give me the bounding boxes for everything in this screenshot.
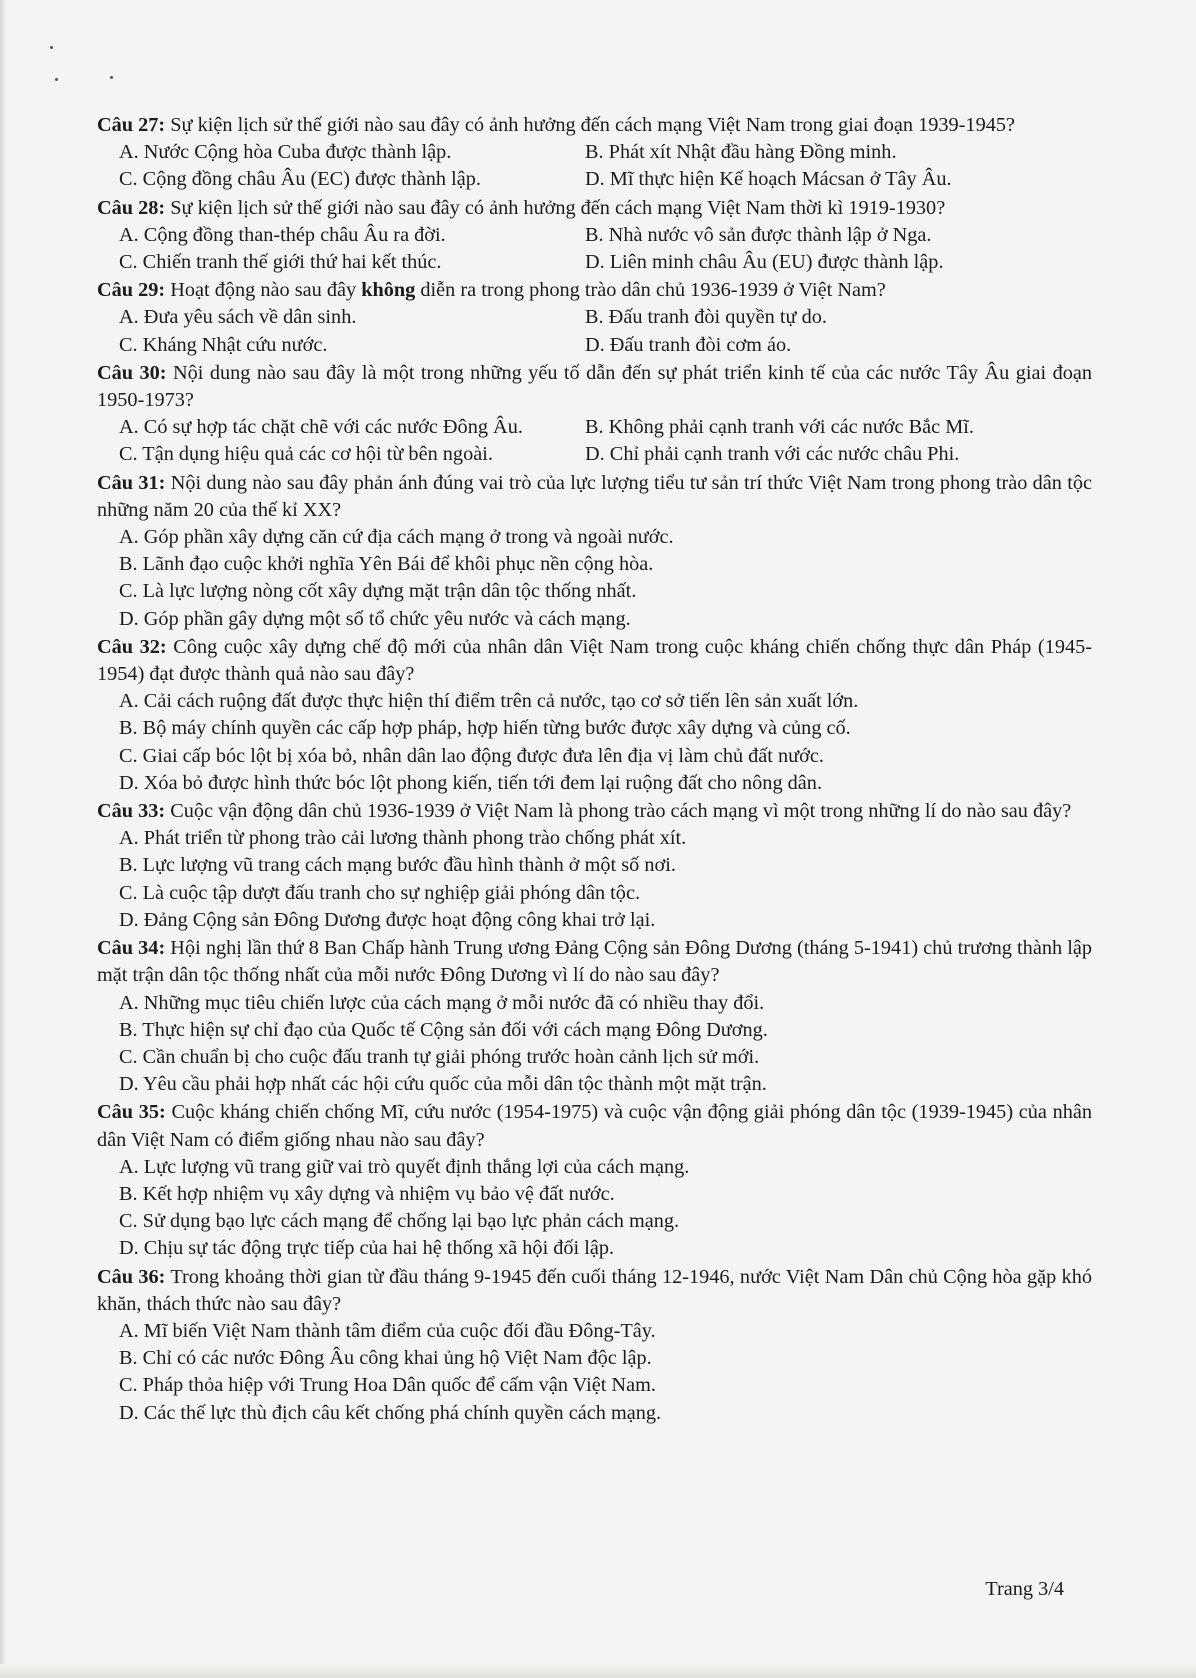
option-d: D. Chỉ phải cạnh tranh với các nước châu Phi. xyxy=(585,443,960,466)
option-a: A. Phát triển từ phong trào cải lương thành phong trào chống phát xít. xyxy=(119,827,687,850)
option-b: B. Không phải cạnh tranh với các nước Bắc Mĩ. xyxy=(585,416,974,439)
option-a: A. Mĩ biến Việt Nam thành tâm điểm của cuộc đối đầu Đông-Tây. xyxy=(119,1319,656,1342)
option-a: A. Đưa yêu sách về dân sinh. xyxy=(119,306,357,329)
option-a: A. Lực lượng vũ trang giữ vai trò quyết định thắng lợi của cách mạng. xyxy=(119,1155,690,1178)
question-label: Câu 35: xyxy=(97,1101,166,1124)
option-c: C. Tận dụng hiệu quả các cơ hội từ bên ngoài. xyxy=(119,443,493,466)
scan-speck xyxy=(55,78,58,81)
page-number: Trang 3/4 xyxy=(985,1578,1064,1600)
question-stem xyxy=(97,1099,1092,1153)
option-row xyxy=(97,414,1092,441)
question-text: Hội nghị lần thứ 8 Ban Chấp hành Trung ương Đảng Cộng sản Đông Dương (tháng 5-1941) chủ trương thành lập mặt trận dân tộc thống nhất của mỗi nước Đông Dương vì lí do nào sau đây? xyxy=(97,937,1092,987)
question-text: Cuộc vận động dân chủ 1936-1939 ở Việt Nam là phong trào cách mạng vì một trong những lí do nào sau đây? xyxy=(165,800,1072,823)
option-row xyxy=(97,222,1092,249)
question-text: Sự kiện lịch sử thế giới nào sau đây có ảnh hưởng đến cách mạng Việt Nam thời kì 1919-1930? xyxy=(165,196,946,219)
question-stem xyxy=(97,634,1092,688)
question-30 xyxy=(97,360,1092,469)
question-label: Câu 29: xyxy=(97,279,166,302)
option-c: C. Là lực lượng nòng cốt xây dựng mặt trận dân tộc thống nhất. xyxy=(119,580,637,603)
option-d: D. Góp phần gây dựng một số tổ chức yêu nước và cách mạng. xyxy=(119,607,631,630)
option-row xyxy=(97,441,1092,468)
option-a: A. Nước Cộng hòa Cuba được thành lập. xyxy=(119,141,452,164)
option-d: D. Các thế lực thù địch câu kết chống phá chính quyền cách mạng. xyxy=(119,1401,662,1424)
scan-speck xyxy=(50,46,53,49)
option-d: D. Liên minh châu Âu (EU) được thành lập. xyxy=(585,251,944,274)
question-label: Câu 32: xyxy=(97,635,167,658)
option-c: C. Pháp thỏa hiệp với Trung Hoa Dân quốc để cấm vận Việt Nam. xyxy=(119,1374,656,1397)
question-label: Câu 30: xyxy=(97,361,167,384)
question-label: Câu 28: xyxy=(97,196,166,219)
question-29 xyxy=(97,277,1092,359)
option-b: B. Đấu tranh đòi quyền tự do. xyxy=(585,306,827,329)
option-row xyxy=(97,166,1092,193)
option-a: A. Cải cách ruộng đất được thực hiện thí điểm trên cả nước, tạo cơ sở tiến lên sản xuất lớn. xyxy=(119,690,859,713)
question-stem xyxy=(97,360,1092,414)
option-row xyxy=(97,304,1092,331)
option-c: C. Là cuộc tập dượt đấu tranh cho sự nghiệp giải phóng dân tộc. xyxy=(119,881,641,904)
option-c: C. Sử dụng bạo lực cách mạng để chống lại bạo lực phản cách mạng. xyxy=(119,1210,680,1233)
option-a: A. Góp phần xây dựng căn cứ địa cách mạng ở trong và ngoài nước. xyxy=(119,526,674,549)
question-text: Nội dung nào sau đây phản ánh đúng vai trò của lực lượng tiểu tư sản trí thức Việt Nam trong phong trào dân tộc những năm 20 của thế kỉ XX? xyxy=(97,471,1092,521)
question-31 xyxy=(97,470,1092,633)
option-c: C. Chiến tranh thế giới thứ hai kết thúc. xyxy=(119,251,442,274)
scan-edge-left xyxy=(0,0,6,1678)
option-d: D. Xóa bỏ được hình thức bóc lột phong kiến, tiến tới đem lại ruộng đất cho nông dân. xyxy=(119,771,823,794)
option-c: C. Cần chuẩn bị cho cuộc đấu tranh tự giải phóng trước hoàn cảnh lịch sử mới. xyxy=(119,1045,760,1068)
question-34 xyxy=(97,935,1092,1098)
scan-edge-bottom xyxy=(0,1664,1196,1678)
option-c: C. Cộng đồng châu Âu (EC) được thành lập. xyxy=(119,168,481,191)
question-text-emphasis: không xyxy=(361,279,416,302)
option-row xyxy=(97,332,1092,359)
option-d: D. Yêu cầu phải hợp nhất các hội cứu quốc của mỗi dân tộc thành một mặt trận. xyxy=(119,1073,767,1096)
question-text: Sự kiện lịch sử thế giới nào sau đây có ảnh hưởng đến cách mạng Việt Nam trong giai đoạn 1939-1945? xyxy=(165,114,1015,136)
question-label: Câu 31: xyxy=(97,471,166,494)
question-text: Công cuộc xây dựng chế độ mới của nhân dân Việt Nam trong cuộc kháng chiến chống thực dân Pháp (1945-1954) đạt được thành quả nào sau đây? xyxy=(97,635,1092,686)
question-label: Câu 34: xyxy=(97,937,166,960)
option-c: C. Giai cấp bóc lột bị xóa bỏ, nhân dân lao động được đưa lên địa vị làm chủ đất nước. xyxy=(119,744,824,767)
option-d: D. Đảng Cộng sản Đông Dương được hoạt động công khai trở lại. xyxy=(119,908,656,931)
option-b: B. Chỉ có các nước Đông Âu công khai ủng hộ Việt Nam độc lập. xyxy=(119,1347,652,1370)
question-text: Hoạt động nào sau đây xyxy=(165,279,362,302)
question-label: Câu 33: xyxy=(97,800,166,823)
option-b: B. Thực hiện sự chỉ đạo của Quốc tế Cộng sản đối với cách mạng Đông Dương. xyxy=(119,1018,768,1041)
option-b: B. Kết hợp nhiệm vụ xây dựng và nhiệm vụ bảo vệ đất nước. xyxy=(119,1182,615,1205)
question-stem xyxy=(97,470,1092,524)
option-a: A. Có sự hợp tác chặt chẽ với các nước Đông Âu. xyxy=(119,416,523,439)
question-stem xyxy=(97,1264,1092,1318)
option-b: B. Bộ máy chính quyền các cấp hợp pháp, hợp hiến từng bước được xây dựng và củng cố. xyxy=(119,717,851,740)
question-label: Câu 36: xyxy=(97,1265,166,1288)
question-36 xyxy=(97,1264,1092,1427)
question-label: Câu 27: xyxy=(97,114,166,136)
question-33 xyxy=(97,798,1092,934)
option-b: B. Lãnh đạo cuộc khởi nghĩa Yên Bái để khôi phục nền cộng hòa. xyxy=(119,553,654,576)
option-a: A. Những mục tiêu chiến lược của cách mạng ở mỗi nước đã có nhiều thay đổi. xyxy=(119,991,765,1014)
question-text: Nội dung nào sau đây là một trong những yếu tố dẫn đến sự phát triển kinh tế của các nước Tây Âu giai đoạn 1950-1973? xyxy=(97,361,1092,412)
question-text: Trong khoảng thời gian từ đầu tháng 9-1945 đến cuối tháng 12-1946, nước Việt Nam Dân chủ Cộng hòa gặp khó khăn, thách thức nào sau đây? xyxy=(97,1265,1092,1315)
option-row xyxy=(97,139,1092,166)
option-c: C. Kháng Nhật cứu nước. xyxy=(119,333,328,356)
question-28 xyxy=(97,195,1092,277)
option-b: B. Phát xít Nhật đầu hàng Đồng minh. xyxy=(585,141,897,164)
question-text: Cuộc kháng chiến chống Mĩ, cứu nước (1954-1975) và cuộc vận động giải phóng dân tộc (1939-1945) của nhân dân Việt Nam có điểm giống nhau nào sau đây? xyxy=(97,1101,1092,1151)
question-stem xyxy=(97,935,1092,989)
option-row xyxy=(97,249,1092,276)
question-stem xyxy=(97,277,1092,304)
question-list xyxy=(97,112,1092,1428)
question-text: diễn ra trong phong trào dân chủ 1936-1939 ở Việt Nam? xyxy=(415,279,886,302)
question-stem xyxy=(97,798,1092,825)
option-b: B. Nhà nước vô sản được thành lập ở Nga. xyxy=(585,223,932,246)
question-35 xyxy=(97,1099,1092,1262)
question-32 xyxy=(97,634,1092,797)
option-b: B. Lực lượng vũ trang cách mạng bước đầu hình thành ở một số nơi. xyxy=(119,854,676,877)
question-stem xyxy=(97,195,1092,222)
option-a: A. Cộng đồng than-thép châu Âu ra đời. xyxy=(119,223,446,246)
option-d: D. Đấu tranh đòi cơm áo. xyxy=(585,333,792,356)
option-d: D. Chịu sự tác động trực tiếp của hai hệ thống xã hội đối lập. xyxy=(119,1237,615,1260)
question-27 xyxy=(97,112,1092,194)
question-stem xyxy=(97,112,1092,139)
option-d: D. Mĩ thực hiện Kế hoạch Mácsan ở Tây Âu. xyxy=(585,168,952,191)
scan-speck xyxy=(110,76,113,79)
